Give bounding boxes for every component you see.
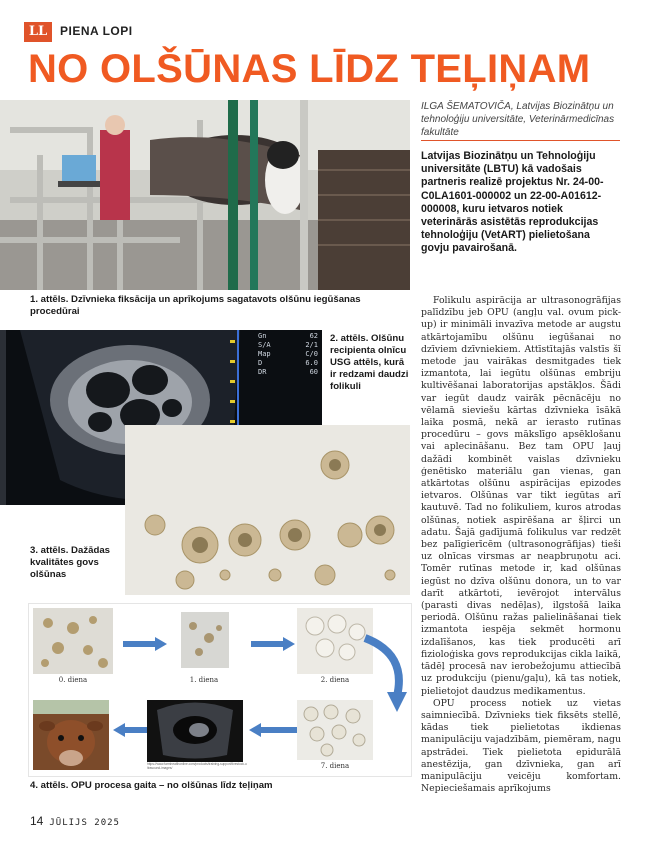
section-name: PIENA LOPI (60, 24, 133, 38)
arrow-left-icon (249, 722, 297, 741)
figure-1-caption: 1. attēls. Dzīvnieka fiksācija un aprīkojums sagatavots olšūnu iegūšanas procedūrai (30, 294, 361, 317)
arrow-left-icon (113, 722, 147, 741)
source-url: https://www.farmhealthonline.com/products/training-support/livestock-ultrasound-images/ (147, 762, 247, 770)
page-folio (30, 814, 120, 828)
usg-readout: Gn 62 S/A 2/1 Map C/0 D 6.0 DR 60 (258, 332, 318, 376)
article-body (421, 295, 621, 795)
calf-photo (33, 700, 109, 770)
stage-day-7-label: 7. diena (320, 762, 350, 770)
issue-date: JŪLIJS 2025 (49, 818, 120, 828)
stage-day-0-photo (33, 608, 113, 674)
article-title: NO OLŠŪNAS LĪDZ TEĻIŅAM (28, 47, 591, 91)
figure-2-caption: 2. attēls. Olšūnu recipienta olnīcu USG attēls, kurā ir redzami daudzi folikuli (330, 333, 409, 392)
figure-4-process (28, 603, 412, 777)
figure-3-oocytes-photo (125, 425, 410, 595)
figure-3-caption: 3. attēls. Dažādas kvalitātes govs olšūnas (30, 545, 110, 580)
stage-day-0-label: 0. diena (58, 676, 88, 684)
stage-day-1-label: 1. diena (189, 676, 219, 684)
stage-day-7-photo (297, 700, 373, 760)
figure-4-caption: 4. attēls. OPU procesa gaita – no olšūnas līdz teļiņam (30, 780, 273, 791)
arrow-right-icon (251, 636, 295, 655)
section-tag: LL (24, 22, 52, 42)
stage-day-2-label: 2. diena (320, 676, 350, 684)
arrow-right-icon (123, 636, 167, 655)
paragraph: Folikulu aspirācija ar ultrasonogrāfijas palīdzību jeb OPU (angļu val. ovum pick-up) ir minimāli invazīva metode ar augstu atkārtojamību olšūnu iegūšanai no dzīviem dzīvniekiem. Attīstītajās valstīs šī metode jau vairākas desmitgades tiek izmantota, lai iegūtu olšūnas embriju kultivēšanai laboratorijas apstākļos. Šādi var iegūt daudz vairāk pēcnācēju no vēlamā sieviešu kārtas dzīvnieka īsākā laika posmā, nekā ar ierasto rutīnas procedūru – govs mākslīgo apsēklošanu vai aplecināšanu. Bez tam OPU ļauj dažādi kombinēt vaislas dzīvnieku ģenētisko materiālu gan vienas, gan atkārtotas olšūnu aspirācijas epizodes ietvaros. Olšūnas var tikt iegūtas arī kautuvē. Tad no folikuliem, kuros atrodas olšūnas, notiek aspirēšana ar šļirci un adatu. Šajā gadījumā folikulus var redzēt bez palīgierīcēm (ultrasonogrāfijas) tieši uz olnīcas virsmas ar neapbruņotu aci. Tomēr rutīnas metode ir, kad olšūnas iegūst no dzīva olšūnu donora, un to var darīt atkārtoti, ievērojot intervālus (parasti divas nedēļas), ilgstošā laika periodā. Olšūnu ražas palielināšanai tiek izmantota iespēja sekmēt hormonu izdalīšanos, kas tiek producēti arī fizioloģiska govs reprodukcijas cikla laikā, tādēļ procesā nav ierobežojumu attiecībā uz produkciju (pienu/gaļu), kā tas notiek, pielietojot daudzus medikamentus. (421, 295, 621, 697)
paragraph: OPU process notiek uz vietas saimniecībā. Dzīvnieks tiek fiksēts stellē, kādas tiek pielietotas ikdienas manipulāciju vajadzībām, piemēram, nagu apstrādei. Tiek pielietota epidurālā anestēzija, gan dzīvnieka, gan arī manipulāciju veicēju komfortam. Nepieciešamais aprīkojums (421, 697, 621, 795)
figure-1-photo (0, 100, 410, 290)
author-divider (421, 140, 620, 141)
author-credit: ILGA ŠEMATOVIČA, Latvijas Biozinātņu un tehnoloģiju universitāte, Veterinārmedicīnas fakultāte (421, 101, 615, 138)
stage-day-1-photo (169, 608, 239, 674)
page-number: 14 (30, 814, 44, 828)
article-lead: Latvijas Biozinātņu un Tehnoloģiju universitāte (LBTU) kā vadošais partneris realizē projektus Nr. 24-00-C0LA1601-000002 un 22-00-A01612-000008, kuru ietvaros notiek veterinārās asistētās reprodukcijas tehnoloģiju (VetART) pielietošana govju pavairošanā. (421, 150, 604, 255)
pregnancy-usg-photo (147, 700, 243, 762)
